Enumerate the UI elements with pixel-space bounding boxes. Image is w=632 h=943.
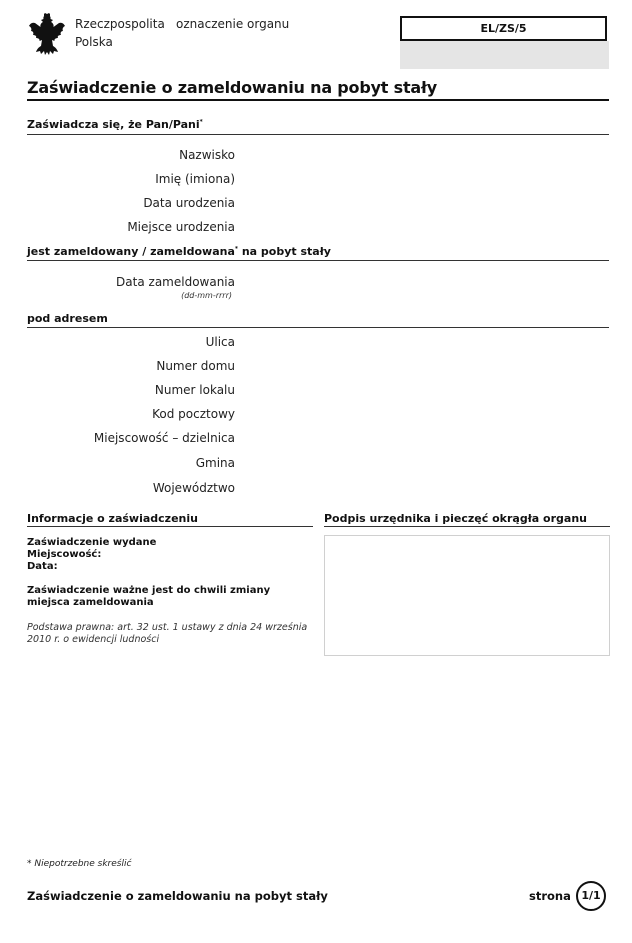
field-label-numer-lokalu: Numer lokalu xyxy=(154,383,235,397)
info-validity-line-2: miejsca zameldowania xyxy=(27,597,154,608)
info-heading: Informacje o zaświadczeniu xyxy=(27,512,198,525)
brand-line-2: Polska xyxy=(75,35,113,49)
page-label: strona xyxy=(529,889,571,903)
field-label-numer-domu: Numer domu xyxy=(156,359,235,373)
date-format-hint: (dd-mm-rrrr) xyxy=(181,291,232,300)
info-date: Data: xyxy=(27,561,58,572)
section-address-heading: pod adresem xyxy=(27,312,108,325)
field-label-imie: Imię (imiona) xyxy=(155,172,235,186)
signature-heading: Podpis urzędnika i pieczęć okrągła organu xyxy=(324,512,587,525)
brand-text xyxy=(75,15,165,51)
field-label-gmina: Gmina xyxy=(195,456,235,470)
field-label-wojewodztwo: Województwo xyxy=(152,481,235,495)
signature-box xyxy=(324,535,610,656)
title-rule xyxy=(27,99,609,101)
field-label-kod-pocztowy: Kod pocztowy xyxy=(152,407,235,421)
field-label-ulica: Ulica xyxy=(205,335,235,349)
info-issued: Zaświadczenie wydane xyxy=(27,537,157,548)
field-label-miejscowosc-dzielnica: Miejscowość – dzielnica xyxy=(93,431,235,445)
organ-label: oznaczenie organu xyxy=(176,17,290,31)
info-legal-line-2: 2010 r. o ewidencji ludności xyxy=(27,634,160,645)
section-registration-heading: jest zameldowany / zameldowana* na pobyt stały xyxy=(27,245,331,258)
polish-eagle-emblem-icon xyxy=(27,13,67,59)
section-address-rule xyxy=(27,327,609,328)
section-person-rule xyxy=(27,134,609,135)
form-code: EL/ZS/5 xyxy=(400,16,607,41)
section-person-heading: Zaświadcza się, że Pan/Pani* xyxy=(27,118,203,131)
page-number-badge: 1/1 xyxy=(576,881,606,911)
footer-title: Zaświadczenie o zameldowaniu na pobyt stały xyxy=(27,889,328,903)
section-registration-rule xyxy=(27,260,609,261)
field-label-data-urodzenia: Data urodzenia xyxy=(143,196,235,210)
document-title: Zaświadczenie o zameldowaniu na pobyt stały xyxy=(27,78,437,97)
info-validity-line-1: Zaświadczenie ważne jest do chwili zmiany xyxy=(27,585,271,596)
info-rule xyxy=(27,526,313,527)
signature-rule xyxy=(324,526,610,527)
footnote: * Niepotrzebne skreślić xyxy=(27,859,132,869)
brand-line-1: Rzeczpospolita xyxy=(75,17,165,31)
info-place: Miejscowość: xyxy=(27,549,102,560)
field-label-data-zameldowania: Data zameldowania xyxy=(116,275,235,289)
form-code-field xyxy=(400,41,609,69)
field-label-nazwisko: Nazwisko xyxy=(179,148,235,162)
field-label-miejsce-urodzenia: Miejsce urodzenia xyxy=(127,220,235,234)
info-legal-line-1: Podstawa prawna: art. 32 ust. 1 ustawy z dnia 24 września xyxy=(27,622,308,633)
